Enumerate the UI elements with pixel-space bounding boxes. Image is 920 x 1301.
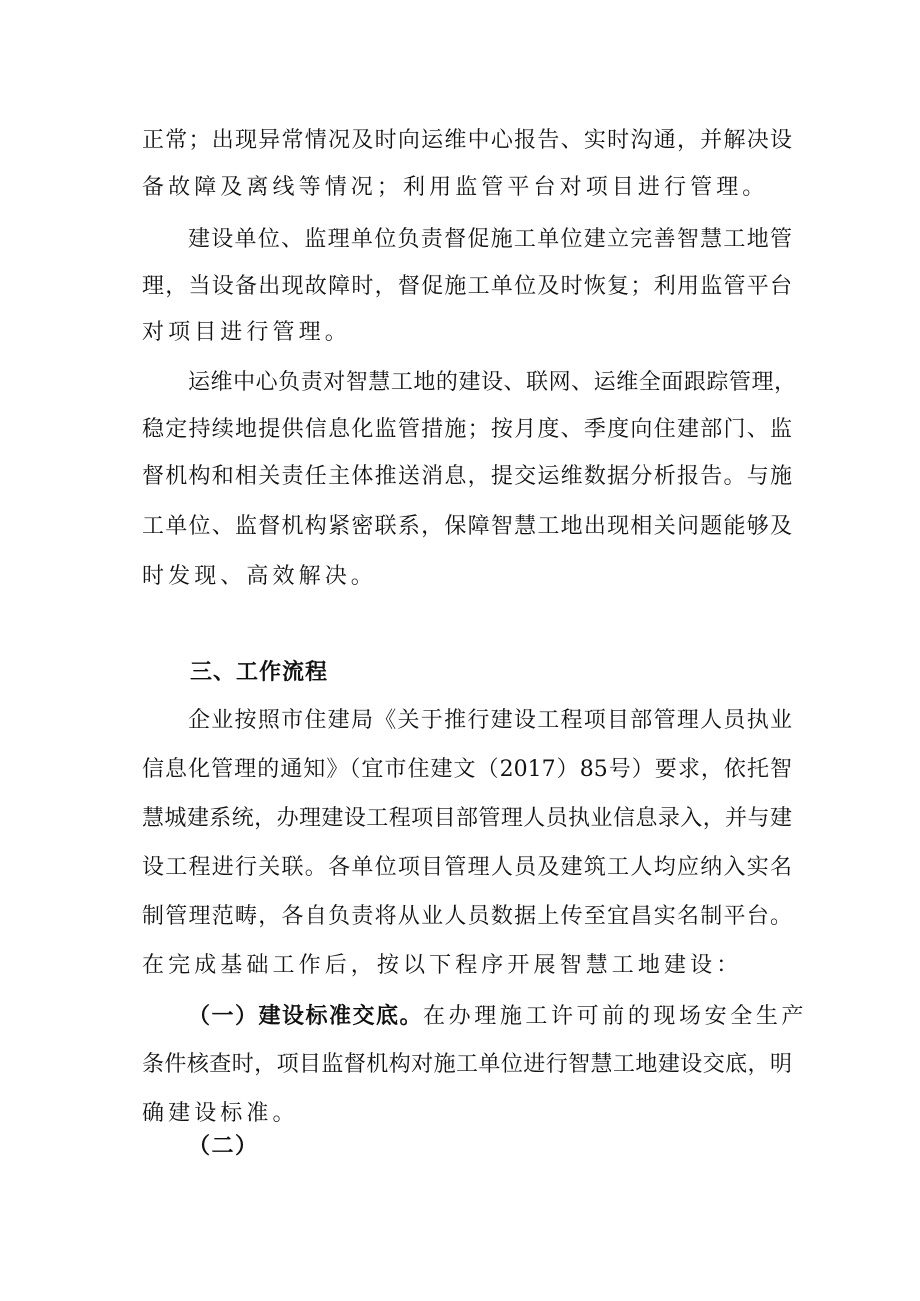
paragraph-4-line-1: 企业按照市住建局《关于推行建设工程项目部管理人员执业 (188, 708, 792, 733)
paragraph-3-line-4: 工单位、监督机构紧密联系，保障智慧工地出现相关问题能够及 (142, 514, 792, 539)
subsection-heading-2: （二） (188, 1133, 259, 1159)
paragraph-3-line-2: 稳定持续地提供信息化监管措施；按月度、季度向住建部门、监 (142, 417, 792, 442)
paragraph-5-line-1 (188, 1001, 808, 1032)
paragraph-2-line-3: 对项目进行管理。 (142, 320, 351, 345)
paragraph-4-line-6: 在完成基础工作后，按以下程序开展智慧工地建设： (142, 953, 743, 978)
paragraph-1-line-1: 正常；出现异常情况及时向运维中心报告、实时沟通，并解决设 (142, 128, 792, 153)
paragraph-2-line-2: 理，当设备出现故障时，督促施工单位及时恢复；利用监管平台 (142, 274, 792, 299)
paragraph-4-line-2: 信息化管理的通知》（宜市住建文（2017）85号）要求，依托智 (142, 757, 792, 782)
paragraph-3-line-5: 时发现、高效解决。 (142, 564, 377, 589)
paragraph-5-line-3: 确建设标准。 (142, 1101, 299, 1126)
paragraph-1-line-2: 备故障及离线等情况；利用监管平台对项目进行管理。 (142, 175, 769, 200)
paragraph-4-line-4: 设工程进行关联。各单位项目管理人员及建筑工人均应纳入实名 (142, 855, 792, 880)
section-heading: 三、工作流程 (190, 660, 329, 685)
subsection-heading-1: （一）建设标准交底。 (188, 1003, 424, 1029)
paragraph-5-text: 在办理施工许可前的现场安全生产 (423, 1004, 808, 1029)
paragraph-2-line-1: 建设单位、监理单位负责督促施工单位建立完善智慧工地管 (188, 227, 792, 252)
paragraph-3-line-3: 督机构和相关责任主体推送消息，提交运维数据分析报告。与施 (142, 464, 792, 489)
paragraph-3-line-1: 运维中心负责对智慧工地的建设、联网、运维全面跟踪管理， (188, 370, 796, 395)
paragraph-5-line-2: 条件核查时，项目监督机构对施工单位进行智慧工地建设交底，明 (142, 1052, 792, 1077)
paragraph-4-line-5: 制管理范畴，各自负责将从业人员数据上传至宜昌实名制平台。 (142, 904, 792, 929)
paragraph-4-line-3: 慧城建系统，办理建设工程项目部管理人员执业信息录入，并与建 (142, 806, 792, 831)
